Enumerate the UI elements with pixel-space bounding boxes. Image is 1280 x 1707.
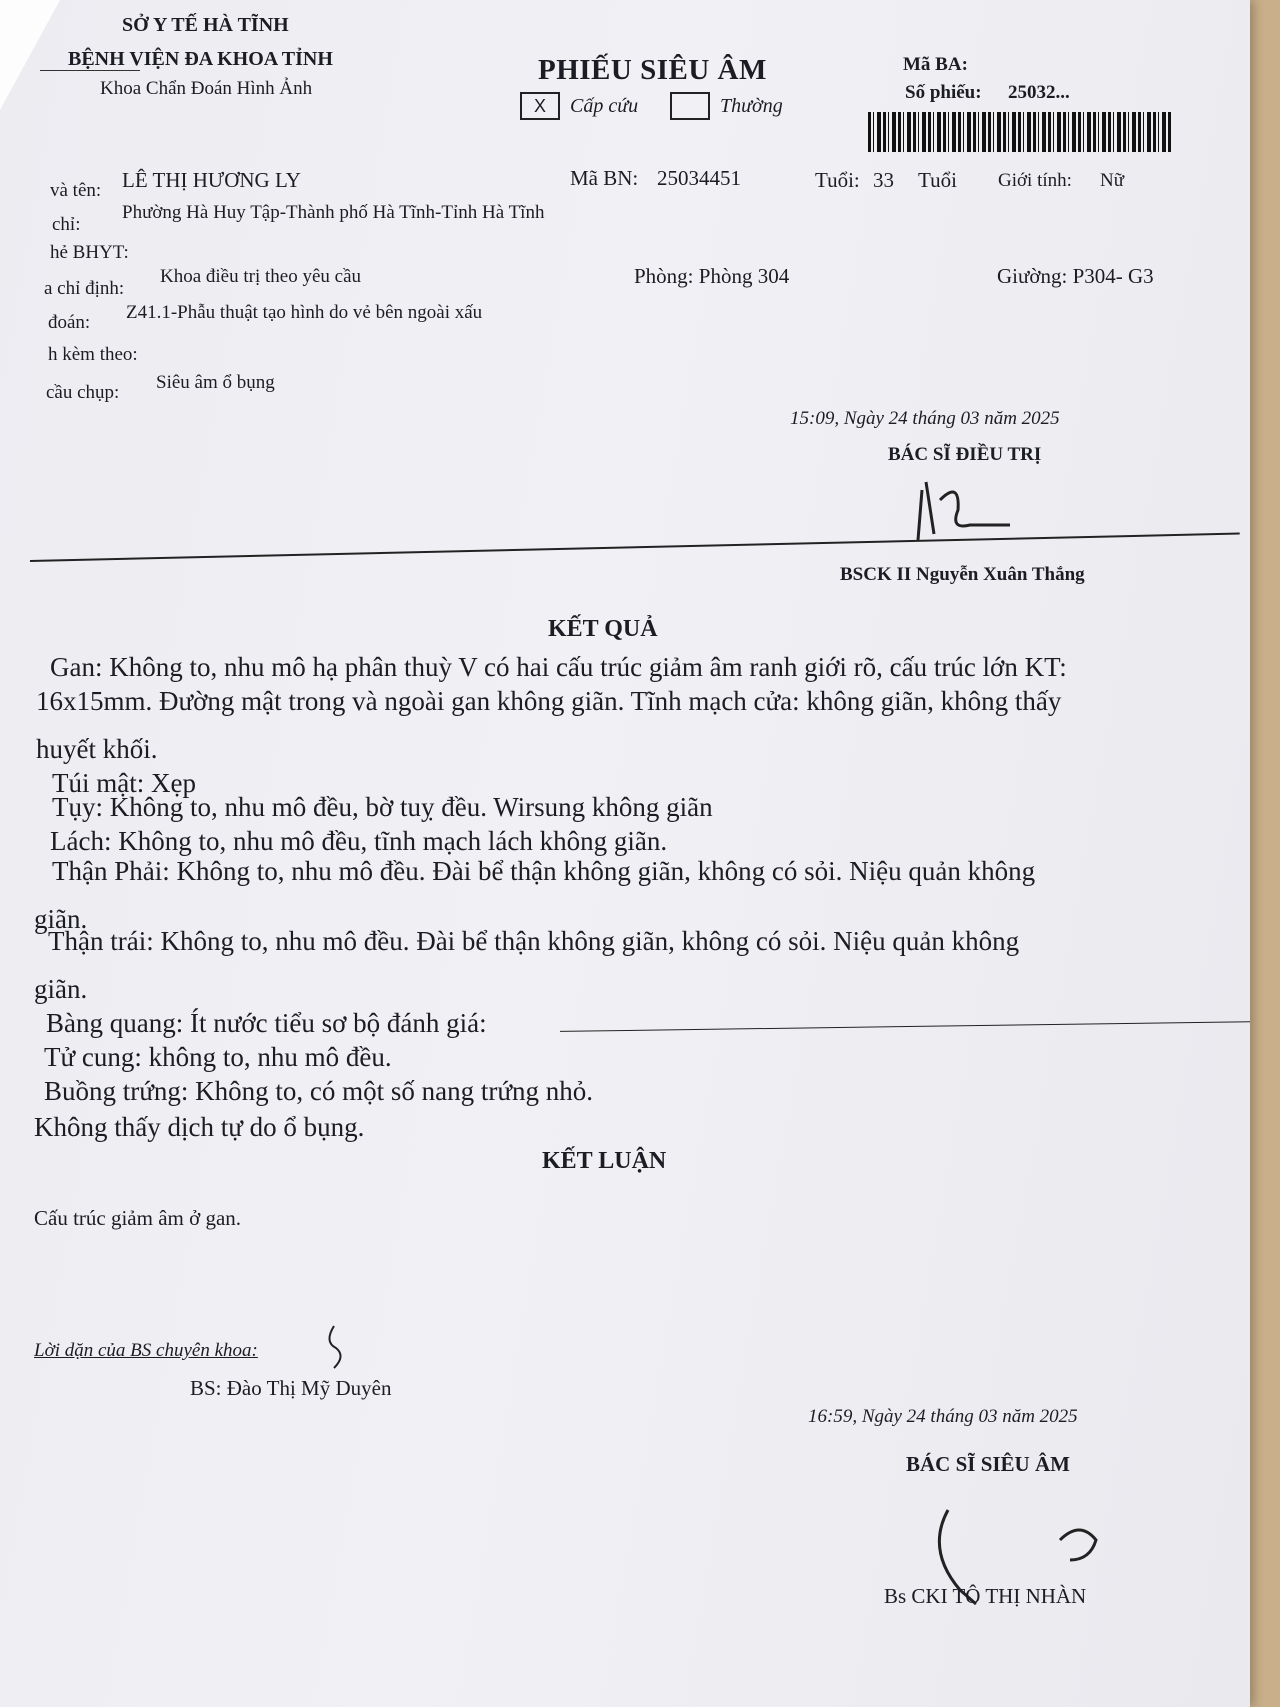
result-line: Buồng trứng: Không to, có một số nang trứng nhỏ. bbox=[44, 1076, 593, 1106]
bed-value: Giường: P304- G3 bbox=[997, 264, 1154, 288]
barcode bbox=[868, 112, 1173, 152]
insurance-label: hẻ BHYT: bbox=[50, 242, 129, 263]
result-line: Bàng quang: Ít nước tiểu sơ bộ đánh giá: bbox=[46, 1008, 487, 1038]
advice-label: Lời dặn của BS chuyên khoa: bbox=[34, 1340, 258, 1361]
diagnosis-label: đoán: bbox=[48, 312, 91, 333]
fill-in-line bbox=[560, 1021, 1250, 1032]
department-name: Khoa Chẩn Đoán Hình Ảnh bbox=[100, 78, 313, 99]
result-line: Thận Phải: Không to, nhu mô đều. Đài bể thận không giãn, không có sỏi. Niệu quản không bbox=[52, 856, 1036, 886]
request-label: cầu chụp: bbox=[46, 382, 120, 403]
ma-label: Mã BA: bbox=[903, 54, 968, 75]
ticket-number: 25032... bbox=[1008, 82, 1070, 103]
folded-corner bbox=[0, 0, 60, 110]
ordering-dept-value: Khoa điều trị theo yêu cầu bbox=[160, 266, 362, 287]
result-line: giãn. bbox=[34, 974, 88, 1004]
conclusion-heading: KẾT LUẬN bbox=[542, 1148, 667, 1174]
result-line: 16x15mm. Đường mật trong và ngoài gan không giãn. Tĩnh mạch cửa: không giãn, không thấy bbox=[36, 686, 1062, 716]
result-line: Thận trái: Không to, nhu mô đều. Đài bể thận không giãn, không có sỏi. Niệu quản không bbox=[48, 926, 1020, 956]
result-heading: KẾT QUẢ bbox=[548, 616, 658, 642]
ordering-dept-label: a chỉ định: bbox=[44, 278, 125, 299]
result-line: huyết khối. bbox=[36, 734, 158, 764]
age-label: Tuổi: bbox=[815, 168, 860, 192]
hospital-name: BỆNH VIỆN ĐA KHOA TỈNH bbox=[68, 48, 333, 70]
result-line: Túi mật: Xẹp bbox=[52, 768, 196, 798]
result-line: Gan: Không to, nhu mô hạ phân thuỳ V có hai cấu trúc giảm âm ranh giới rõ, cấu trúc lớn KT: bbox=[50, 652, 1067, 682]
hospital-underline bbox=[40, 70, 140, 71]
diagnosis-value: Z41.1-Phẫu thuật tạo hình do vẻ bên ngoài xấu bbox=[126, 302, 483, 323]
advice-signature-mark bbox=[320, 1322, 360, 1372]
order-datetime: 15:09, Ngày 24 tháng 03 năm 2025 bbox=[790, 408, 1060, 429]
patient-name: LÊ THỊ HƯƠNG LY bbox=[122, 168, 301, 192]
name-label: và tên: bbox=[50, 180, 102, 201]
conclusion-text: Cấu trúc giảm âm ở gan. bbox=[34, 1206, 242, 1230]
emergency-option bbox=[520, 92, 638, 120]
order-doctor-name: BSCK II Nguyễn Xuân Thắng bbox=[840, 564, 1085, 585]
address-label: chỉ: bbox=[52, 214, 81, 235]
us-role: BÁC SĨ SIÊU ÂM bbox=[906, 1452, 1070, 1476]
us-doctor-name: Bs CKI TÔ THỊ NHÀN bbox=[884, 1584, 1087, 1608]
result-line: Tụy: Không to, nhu mô đều, bờ tuỵ đều. Wirsung không giãn bbox=[52, 792, 713, 822]
result-line: Tử cung: không to, nhu mô đều. bbox=[44, 1042, 392, 1072]
normal-checkbox bbox=[670, 92, 710, 120]
result-line: Lách: Không to, nhu mô đều, tĩnh mạch lách không giãn. bbox=[50, 826, 668, 856]
order-role: BÁC SĨ ĐIỀU TRỊ bbox=[888, 444, 1042, 465]
ticket-label: Số phiếu: bbox=[905, 82, 982, 103]
us-datetime: 16:59, Ngày 24 tháng 03 năm 2025 bbox=[808, 1406, 1078, 1427]
form-title: PHIẾU SIÊU ÂM bbox=[538, 54, 767, 86]
patient-id: 25034451 bbox=[657, 166, 741, 190]
gender-label: Giới tính: bbox=[998, 170, 1072, 191]
result-line: giãn. bbox=[34, 904, 88, 934]
gender-value: Nữ bbox=[1100, 170, 1125, 191]
age-unit: Tuổi bbox=[918, 168, 957, 192]
result-line: Không thấy dịch tự do ổ bụng. bbox=[34, 1112, 365, 1142]
age-value: 33 bbox=[873, 168, 894, 192]
normal-label: Thường bbox=[720, 94, 783, 117]
advice-doctor: BS: Đào Thị Mỹ Duyên bbox=[190, 1376, 392, 1400]
request-value: Siêu âm ổ bụng bbox=[156, 372, 275, 393]
emergency-checkbox: X bbox=[520, 92, 560, 120]
normal-option bbox=[670, 92, 783, 120]
address-value: Phường Hà Huy Tập-Thành phố Hà Tĩnh-Tỉnh Hà Tĩnh bbox=[122, 202, 545, 223]
attached-label: h kèm theo: bbox=[48, 344, 138, 365]
room-value: Phòng: Phòng 304 bbox=[634, 264, 790, 288]
patient-id-label: Mã BN: bbox=[570, 166, 639, 190]
emergency-label: Cấp cứu bbox=[570, 94, 639, 117]
ministry-name: SỞ Y TẾ HÀ TĨNH bbox=[122, 14, 289, 36]
